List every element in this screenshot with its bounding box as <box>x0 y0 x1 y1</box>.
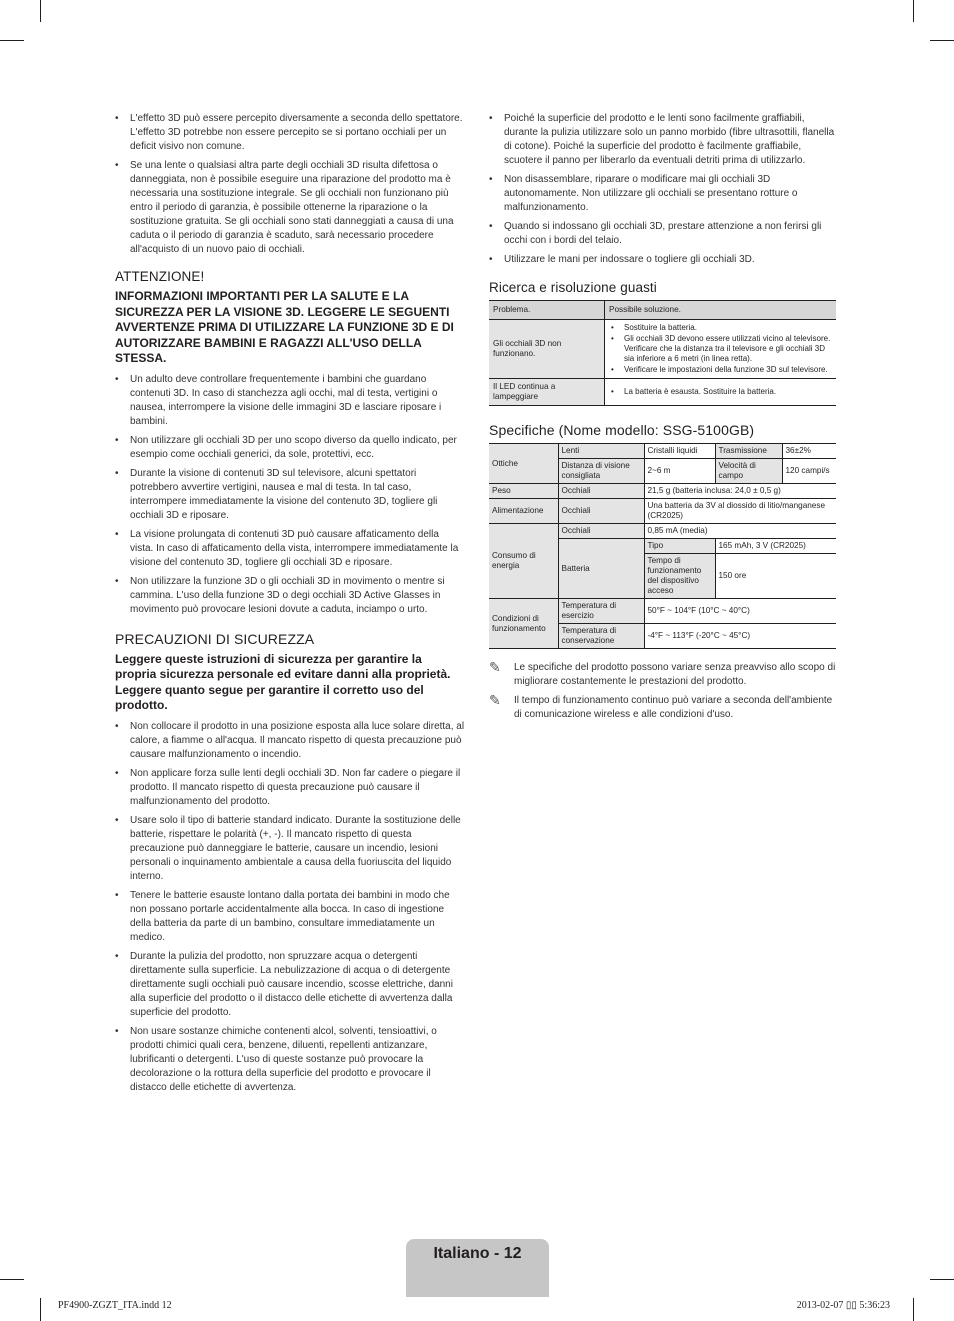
spec-label: Trasmissione <box>715 444 782 459</box>
spec-value: 120 campi/s <box>782 459 836 484</box>
spec-label: Tipo <box>644 539 715 554</box>
spec-label: Tempo di funzionamento del dispositivo acceso <box>644 554 715 599</box>
spec-value: 165 mAh, 3 V (CR2025) <box>715 539 836 554</box>
list-item: • Un adulto deve controllare frequentemente i bambini che guardano contenuti 3D. In caso di stanchezza agli occhi, mal di testa, vertigini o nausea, interrompere la visione delle immagini 3D e lasciare riposare i bambini. <box>115 373 465 429</box>
spec-label: Occhiali <box>558 499 644 524</box>
spec-group-alimentazione: Alimentazione <box>489 499 558 524</box>
spec-label: Occhiali <box>558 484 644 499</box>
crop-mark <box>930 40 954 41</box>
spec-label: Lenti <box>558 444 644 459</box>
column-header-solution: Possibile soluzione. <box>605 301 837 320</box>
safety-intro: Leggere queste istruzioni di sicurezza per garantire la propria sicurezza personale ed evitare danni alla proprietà. Leggere quanto segue per garantire il corretto uso del prodotto. <box>115 651 451 712</box>
column-header-problem: Problema. <box>489 301 605 320</box>
safety-heading: PRECAUZIONI DI SICUREZZA <box>115 630 315 647</box>
attention-intro: INFORMAZIONI IMPORTANTI PER LA SALUTE E LA SICUREZZA PER LA VISIONE 3D. LEGGERE LE SEGUENTI AVVERTENZE PRIMA DI UTILIZZARE LA FUNZIONE 3D E DI AUTORIZZARE BAMBINI E RAGAZZI ALL'USO DELLA STESSA. <box>115 289 454 365</box>
spec-label: Distanza di visione consigliata <box>558 459 644 484</box>
solution-item: • Sostituire la batteria. <box>609 323 832 333</box>
spec-label: Velocità di campo <box>715 459 782 484</box>
list-item: • Non disassemblare, riparare o modificare mai gli occhiali 3D autonomamente. Non utilizzare gli occhiali se presentano rotture o malfunzionamento. <box>489 173 836 215</box>
spec-value: 2~6 m <box>644 459 715 484</box>
table-row <box>489 320 836 379</box>
spec-value: 50°F ~ 104°F (10°C ~ 40°C) <box>644 599 836 624</box>
print-slug-date: 2013-02-07 ▯▯ 5:36:23 <box>796 1300 890 1311</box>
table-row <box>489 524 836 539</box>
troubleshoot-table <box>489 300 836 406</box>
solution-item: • Verificare le impostazioni della funzione 3D sul televisore. <box>609 365 832 375</box>
right-column <box>489 112 836 727</box>
spec-value: 150 ore <box>715 554 836 599</box>
solution-cell <box>605 320 837 379</box>
crop-mark <box>913 1298 914 1321</box>
list-item: • Tenere le batterie esauste lontano dalla portata dei bambini in modo che non possano portarle accidentalmente alla bocca. In caso di ingestione della batteria da parte di un bambino, consultare immediatamente un medico. <box>115 889 465 945</box>
spec-group-condizioni: Condizioni di funzionamento <box>489 599 558 649</box>
list-item: • Utilizzare le mani per indossare o togliere gli occhiali 3D. <box>489 253 836 267</box>
table-row <box>489 599 836 624</box>
crop-mark <box>40 0 41 22</box>
crop-mark <box>0 1279 24 1280</box>
left-column <box>115 112 465 1100</box>
list-item: • Quando si indossano gli occhiali 3D, prestare attenzione a non ferirsi gli occhi con i bordi del telaio. <box>489 220 836 248</box>
note-text: Le specifiche del prodotto possono variare senza preavviso allo scopo di migliorare costantemente le prestazioni del prodotto. <box>514 662 836 687</box>
list-item: • Poiché la superficie del prodotto e le lenti sono facilmente graffiabili, durante la pulizia utilizzare solo un panno morbido (fibre ultrasottili, flanella di cotone). Poiché la superficie del prodotto è facilmente graffiabile, scuotere il panno per liberarlo da eventuali detriti prima di utilizzarlo. <box>489 112 836 168</box>
list-item: • Non usare sostanze chimiche contenenti alcol, solventi, tensioattivi, o prodotti chimici quali cera, benzene, diluenti, repellenti antizanzare, lubrificanti o detergenti. L'uso di queste sostanze può provocare la decolorazione o la rottura della superficie del prodotto e provocare il distacco delle etichette di avvertenza. <box>115 1025 465 1095</box>
spec-value: 21,5 g (batteria inclusa: 24,0 ± 0,5 g) <box>644 484 836 499</box>
list-item: • Non utilizzare gli occhiali 3D per uno scopo diverso da quello indicato, per esempio come occhiali generici, da sole, protettivi, ecc. <box>115 434 465 462</box>
problem-cell: Il LED continua a lampeggiare <box>489 379 605 406</box>
troubleshoot-heading: Ricerca e risoluzione guasti <box>489 280 657 295</box>
spec-group-consumo: Consumo di energia <box>489 524 558 599</box>
list-item: • Non collocare il prodotto in una posizione esposta alla luce solare diretta, al calore, a fiamme o all'acqua. Il mancato rispetto di questa precauzione può causare malfunzionamento o incendio. <box>115 720 465 762</box>
table-row <box>489 499 836 524</box>
list-item: • Non utilizzare la funzione 3D o gli occhiali 3D in movimento o mentre si cammina. L'uso della funzione 3D o degi occhiali 3D Active Glasses in movimento può provocare lesioni dovute a caduta, inciampo o urto. <box>115 575 465 617</box>
list-item: • Usare solo il tipo di batterie standard indicato. Durante la sostituzione delle batterie, rispettare le polarità (+, -). Il mancato rispetto di questa precauzione può danneggiare le batterie, causare un incendio, lesioni personali o inquinamento ambientale a causa della fuoriuscita del liquido interno. <box>115 814 465 884</box>
table-row <box>489 484 836 499</box>
print-slug-file: PF4900-ZGZT_ITA.indd 12 <box>58 1300 172 1311</box>
note-text: Il tempo di funzionamento continuo può variare a seconda dell'ambiente di comunicazione wireless e alle condizioni d'uso. <box>514 695 833 720</box>
spec-note <box>489 694 836 722</box>
table-row <box>489 379 836 406</box>
intro-bullet-list <box>115 112 465 257</box>
page-number-tab <box>406 1239 549 1297</box>
safety-bullet-list <box>115 720 465 1095</box>
list-item: • Se una lente o qualsiasi altra parte degli occhiali 3D risulta difettosa o danneggiata, non è possibile eseguire una riparazione del prodotto ma è necessaria una sostituzione integrale. Se gli occhiali non funzionano più entro il periodo di garanzia, è possibile ottenerne la riparazione o la sostituzione gratuita. Se gli occhiali sono stati danneggiati a causa di una caduta o il periodo di garanzia è scaduto, sarà necessario procedere all'acquisto di un nuovo paio di occhiali. <box>115 159 465 257</box>
pencil-icon: ✎ <box>489 659 501 675</box>
page-label: Italiano - 12 <box>433 1245 522 1262</box>
crop-mark <box>40 1298 41 1321</box>
spec-value: 36±2% <box>782 444 836 459</box>
crop-mark <box>930 1279 954 1280</box>
attention-bullet-list <box>115 373 465 617</box>
care-bullet-list <box>489 112 836 267</box>
spec-heading: Specifiche (Nome modello: SSG-5100GB) <box>489 422 755 438</box>
spec-label: Batteria <box>558 539 644 599</box>
spec-table <box>489 443 836 649</box>
solution-cell <box>605 379 837 406</box>
spec-note <box>489 661 836 689</box>
problem-cell: Gli occhiali 3D non funzionano. <box>489 320 605 379</box>
list-item: • Durante la visione di contenuti 3D sul televisore, alcuni spettatori potrebbero avvertire vertigini, nausea e mal di testa. In tal caso, interrompere immediatamente la visione del contenuto 3D, togliere gli occhiali 3D e riposare. <box>115 467 465 523</box>
spec-label: Occhiali <box>558 524 644 539</box>
solution-item: • Gli occhiali 3D devono essere utilizzati vicino al televisore. Verificare che la distanza tra il televisore e gli occhiali 3D sia inferiore a 6 metri (in linea retta). <box>609 334 832 364</box>
list-item: • Non applicare forza sulle lenti degli occhiali 3D. Non far cadere o piegare il prodotto. Il mancato rispetto di questa precauzione può causare il malfunzionamento del prodotto. <box>115 767 465 809</box>
spec-value: Cristalli liquidi <box>644 444 715 459</box>
table-header-row <box>489 301 836 320</box>
spec-value: Una batteria da 3V al diossido di litio/manganese (CR2025) <box>644 499 836 524</box>
spec-value: -4°F ~ 113°F (-20°C ~ 45°C) <box>644 624 836 649</box>
pencil-icon: ✎ <box>489 692 501 708</box>
solution-item: • La batteria è esausta. Sostituire la batteria. <box>609 387 832 397</box>
spec-group-peso: Peso <box>489 484 558 499</box>
spec-label: Temperatura di conservazione <box>558 624 644 649</box>
list-item: • Durante la pulizia del prodotto, non spruzzare acqua o detergenti direttamente sulla superficie. La nebulizzazione di acqua o di detergente direttamente sugli occhiali può causare incendio, scosse elettriche, danni alla superficie del prodotto o il distacco delle etichette di avvertenza dalla superficie del prodotto. <box>115 950 465 1020</box>
list-item: • La visione prolungata di contenuti 3D può causare affaticamento della vista. In caso di affaticamento della vista, interrompere immediatamente la visione del contenuto 3D, togliere gli occhiali 3D e riposare. <box>115 528 465 570</box>
crop-mark <box>0 40 24 41</box>
list-item: • L'effetto 3D può essere percepito diversamente a seconda dello spettatore. L'effetto 3D potrebbe non essere percepito se si portano occhiali per un deficit visivo non comune. <box>115 112 465 154</box>
spec-label: Temperatura di esercizio <box>558 599 644 624</box>
spec-value: 0,85 mA (media) <box>644 524 836 539</box>
attention-heading: ATTENZIONE! <box>115 269 205 284</box>
crop-mark <box>913 0 914 22</box>
table-row <box>489 444 836 459</box>
spec-group-ottiche: Ottiche <box>489 444 558 484</box>
